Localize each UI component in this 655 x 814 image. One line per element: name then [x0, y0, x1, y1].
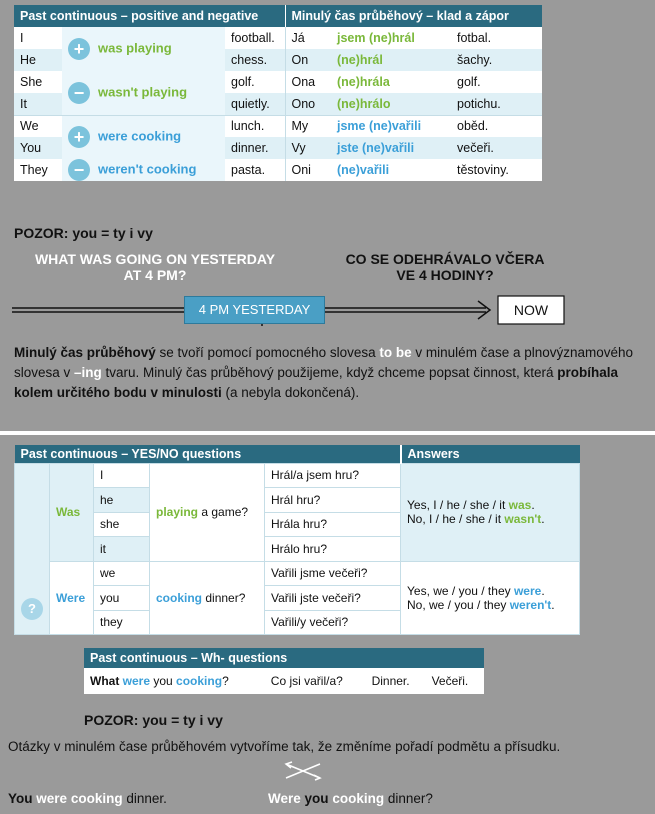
- answer-no: No, we / you / they weren't.: [407, 597, 555, 612]
- cz-question: Vařili jste večeři?: [265, 586, 401, 611]
- pronoun: He: [14, 49, 62, 71]
- cz-verb: (ne)vařili: [331, 159, 451, 181]
- explanation-paragraph: [14, 343, 644, 403]
- cz-verb: (ne)hrálo: [331, 93, 451, 115]
- swap-arrows-icon: [282, 760, 326, 782]
- question-was: [150, 463, 265, 561]
- form-were-cooking: [62, 115, 225, 159]
- wh-questions-table: [84, 648, 484, 694]
- cz-object: šachy.: [451, 49, 542, 71]
- cz-question: Vařili jsme večeři?: [265, 561, 401, 586]
- pronoun: She: [14, 71, 62, 93]
- pronoun: it: [94, 537, 150, 562]
- cz-pronoun: Ona: [285, 71, 331, 93]
- section-divider: [0, 431, 655, 435]
- answer-were: [401, 561, 580, 635]
- cz-pronoun: Já: [285, 27, 331, 49]
- plus-icon: +: [68, 126, 90, 148]
- cz-question: Hrál/a jsem hru?: [265, 463, 401, 488]
- object: chess.: [225, 49, 285, 71]
- example-question: Were you cooking dinner?: [268, 791, 433, 806]
- pronoun: You: [14, 137, 62, 159]
- question-en: [10, 251, 300, 283]
- para-to-be: to be: [379, 345, 412, 360]
- question-were: [150, 561, 265, 635]
- object: quietly.: [225, 93, 285, 115]
- form-label: was playing: [98, 40, 172, 56]
- object: lunch.: [225, 115, 285, 137]
- table3-header: Past continuous – Wh- questions: [84, 648, 484, 668]
- object: football.: [225, 27, 285, 49]
- q-rest: a game?: [198, 505, 249, 519]
- form-was-playing: [62, 27, 225, 71]
- cz-verb: jsem (ne)hrál: [331, 27, 451, 49]
- object: pasta.: [225, 159, 285, 181]
- q-verb: cooking: [156, 590, 203, 605]
- wh-question-cz: Co jsi vařil/a?: [265, 668, 366, 694]
- answer-cz: Večeři.: [426, 668, 484, 694]
- cz-verb: jsme (ne)vařili: [331, 115, 451, 137]
- pronoun: We: [14, 115, 62, 137]
- cz-object: fotbal.: [451, 27, 542, 49]
- cz-pronoun: Vy: [285, 137, 331, 159]
- form-wasnt-playing: [62, 71, 225, 115]
- pronoun: you: [94, 586, 150, 611]
- answer-en: Dinner.: [366, 668, 426, 694]
- pozor-note: POZOR: you = ty i vy: [84, 712, 223, 728]
- marker-4pm: 4 PM YESTERDAY: [184, 296, 325, 324]
- pronoun: they: [94, 610, 150, 635]
- answer-was: [401, 463, 580, 561]
- cz-object: večeři.: [451, 137, 542, 159]
- para-bold-start: Minulý čas průběhový: [14, 345, 156, 360]
- pronoun: I: [94, 463, 150, 488]
- pronoun: we: [94, 561, 150, 586]
- question-cz: [315, 251, 575, 283]
- minus-icon: −: [68, 159, 90, 181]
- form-werent-cooking: [62, 159, 225, 181]
- cz-pronoun: My: [285, 115, 331, 137]
- arrow-head-icon: [478, 301, 490, 319]
- answer-yes: Yes, we / you / they were.: [407, 583, 545, 598]
- para-text: se tvoří pomocí pomocného slovesa: [155, 345, 380, 360]
- pronoun: she: [94, 512, 150, 537]
- question-cz-line1: CO SE ODEHRÁVALO VČERA: [345, 251, 545, 267]
- cz-question: Hrála hru?: [265, 512, 401, 537]
- example-statement: You were cooking dinner.: [8, 791, 167, 806]
- was-label: Was: [50, 463, 94, 561]
- para-text: tvaru. Minulý čas průběhový použijeme, když chceme popsat činnost, která: [101, 365, 558, 380]
- para-text: v minulém čase a plnovýznamového slovesa v: [14, 345, 634, 380]
- form-label: were cooking: [98, 128, 182, 144]
- answer-no: No, I / he / she / it wasn't.: [407, 512, 545, 526]
- pronoun: I: [14, 27, 62, 49]
- cz-pronoun: On: [285, 49, 331, 71]
- answer-yes: Yes, I / he / she / it was.: [407, 498, 535, 512]
- cz-pronoun: Oni: [285, 159, 331, 181]
- pozor-note: POZOR: you = ty i vy: [14, 225, 153, 241]
- pronoun: It: [14, 93, 62, 115]
- cz-question: Hrálo hru?: [265, 537, 401, 562]
- cz-question: Hrál hru?: [265, 488, 401, 513]
- cz-verb: (ne)hrál: [331, 49, 451, 71]
- question-cz-line2: VE 4 HODINY?: [396, 267, 494, 283]
- table2-header-left: Past continuous – YES/NO questions: [20, 446, 242, 461]
- object: golf.: [225, 71, 285, 93]
- table1-header-right: Minulý čas průběhový – klad a zápor: [285, 5, 542, 27]
- table1-header-left: Past continuous – positive and negative: [20, 9, 259, 23]
- cz-object: potichu.: [451, 93, 542, 115]
- para-ing: –ing: [74, 365, 102, 380]
- cz-object: oběd.: [451, 115, 542, 137]
- minus-icon: −: [68, 82, 90, 104]
- question-icon-cell: [15, 463, 50, 635]
- wh-question: What were you cooking?: [84, 668, 265, 694]
- para-text: (a nebyla dokončená).: [221, 385, 360, 400]
- cz-object: golf.: [451, 71, 542, 93]
- positive-negative-table: [14, 5, 542, 181]
- pronoun: They: [14, 159, 62, 181]
- table2-header-right: Answers: [401, 445, 580, 463]
- word-order-note: Otázky v minulém čase průběhovém vytvoříme tak, že změníme pořadí podmětu a přísudku.: [8, 739, 561, 754]
- cz-question: Vařili/y večeři?: [265, 610, 401, 635]
- were-label: Were: [50, 561, 94, 635]
- plus-icon: +: [68, 38, 90, 60]
- form-label: wasn't playing: [98, 84, 188, 100]
- q-verb: playing: [156, 505, 199, 519]
- yes-no-questions-table: [14, 445, 580, 635]
- cz-object: těstoviny.: [451, 159, 542, 181]
- cz-pronoun: Ono: [285, 93, 331, 115]
- object: dinner.: [225, 137, 285, 159]
- para-bold-mid: probíhala kolem určitého bodu v minulosti: [14, 365, 619, 400]
- pronoun: he: [94, 488, 150, 513]
- cz-verb: jste (ne)vařili: [331, 137, 451, 159]
- cz-verb: (ne)hrála: [331, 71, 451, 93]
- form-label: weren't cooking: [98, 161, 197, 177]
- question-en-line1: WHAT WAS GOING ON YESTERDAY: [34, 251, 276, 267]
- question-en-line2: AT 4 PM?: [123, 267, 187, 283]
- q-rest: dinner?: [202, 590, 246, 605]
- now-label: NOW: [513, 302, 549, 318]
- question-icon: ?: [21, 598, 43, 620]
